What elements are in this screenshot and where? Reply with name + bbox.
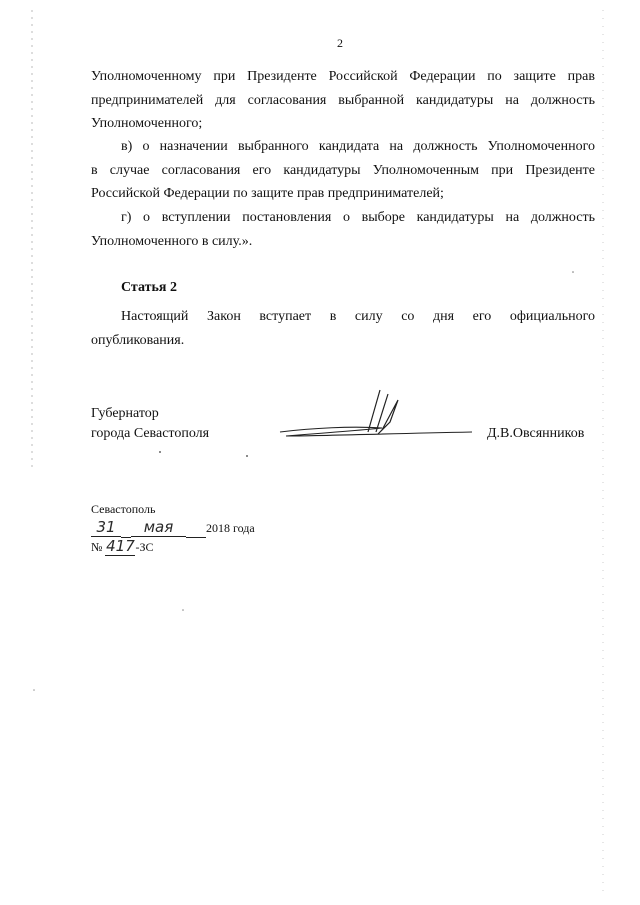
paragraph-line: опубликования. [91, 332, 185, 348]
paragraph-line: Настоящий Закон вступает в силу со дня его официального [121, 309, 595, 324]
paragraph-line: Российской Федерации по защите прав предпринимателей; [91, 186, 444, 201]
paragraph-line: в) о назначении выбранного кандидата на должность Уполномоченного [121, 139, 595, 154]
paragraph-line: Уполномоченного; [91, 116, 203, 131]
paragraph-1 [91, 65, 595, 136]
page-number: 2 [337, 36, 343, 50]
footer-date [91, 518, 291, 538]
paragraph-line: г) о вступлении постановления о выборе кандидатуры на должность [121, 210, 595, 225]
paragraph-line: Уполномоченного в силу.». [91, 233, 253, 249]
position-line: Губернатор [91, 406, 159, 421]
number-sign: № [91, 540, 103, 554]
paragraph-line: Уполномоченному при Президенте Российской Федерации по защите прав [91, 69, 595, 84]
footer-law-number [91, 537, 153, 556]
position-line: города Севастополя [91, 426, 210, 441]
paragraph-line: предпринимателей для согласования выбранной кандидатуры на должность [91, 92, 595, 108]
signatory-name: Д.В.Овсянников [487, 426, 585, 441]
date-month: мая [131, 518, 186, 537]
article-body [91, 305, 595, 352]
date-year: 2018 года [206, 521, 255, 535]
paragraph-clause-g [91, 206, 595, 253]
law-number-suffix: -ЗС [135, 540, 154, 554]
paragraph-line: в случае согласования его кандидатуры Уполномоченным при Президенте [91, 162, 595, 178]
signatory-position [91, 404, 209, 444]
paragraph-clause-v [91, 135, 595, 206]
date-day: 31 [91, 518, 121, 537]
law-number-value: 417 [106, 537, 135, 555]
handwritten-signature [272, 382, 482, 442]
article-heading: Статья 2 [121, 280, 177, 295]
footer-city: Севастополь [91, 502, 156, 516]
